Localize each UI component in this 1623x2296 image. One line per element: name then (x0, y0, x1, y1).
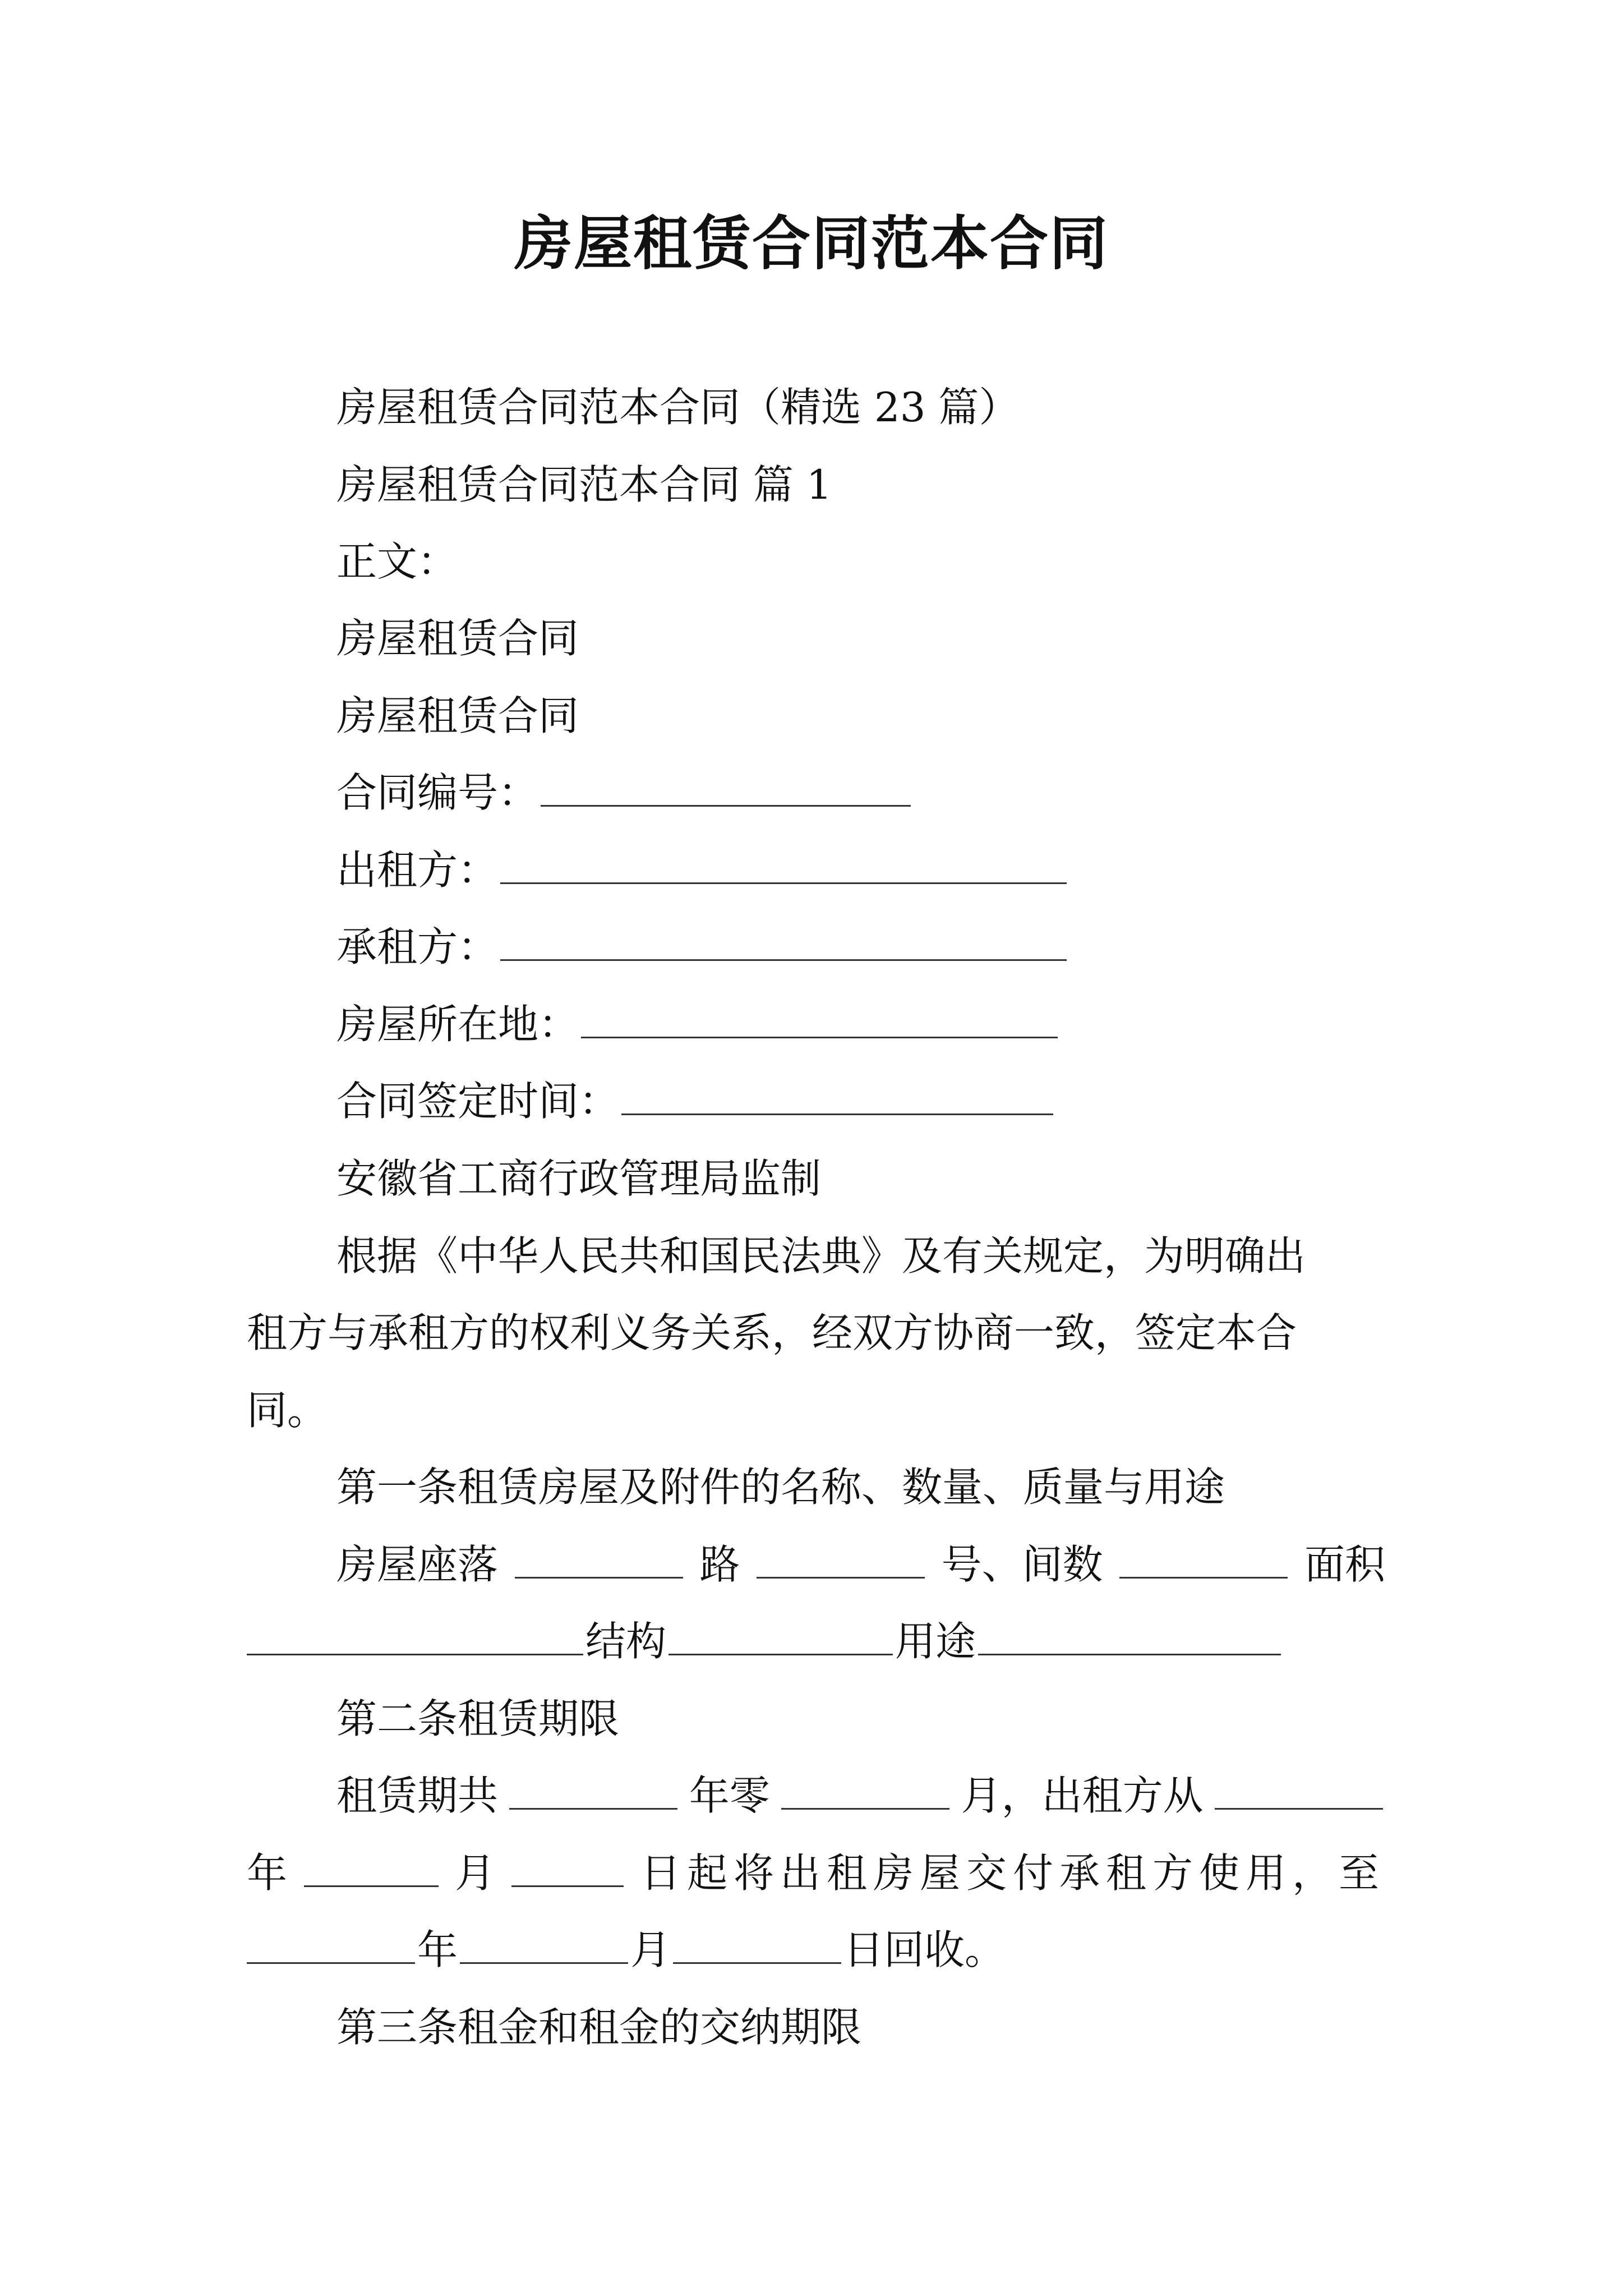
sign-time-blank (621, 1081, 1053, 1115)
house-seat-label: 房屋座落 (336, 1541, 499, 1588)
term-months-blank (781, 1775, 949, 1810)
end-day-blank (673, 1930, 841, 1964)
end-year-blank (247, 1930, 415, 1964)
road-blank (757, 1544, 925, 1579)
rooms-blank (1119, 1544, 1288, 1579)
month-lessor-from-label: 月，出租方从 (961, 1772, 1204, 1819)
usage-label: 用途 (895, 1618, 976, 1665)
recover-label: 日回收。 (843, 1926, 1006, 1973)
number-rooms-label: 号、间数 (941, 1541, 1103, 1588)
article1-line-1 (336, 1541, 1385, 1588)
contract-no-row (336, 769, 913, 816)
area-label: 面积 (1304, 1541, 1385, 1588)
article1-heading: 第一条租赁房屋及附件的名称、数量、质量与用途 (336, 1464, 1225, 1511)
term-label: 租赁期共 (336, 1772, 499, 1819)
sign-time-row (336, 1078, 1055, 1125)
document-title: 房屋租赁合同范本合同 (514, 209, 1109, 278)
sign-time-label: 合同签定时间： (336, 1078, 620, 1125)
section-heading: 房屋租赁合同范本合同 篇 1 (336, 461, 832, 508)
month-label: 月 (454, 1849, 495, 1897)
lessee-row (336, 923, 1069, 970)
document-subtitle: 房屋租赁合同范本合同（精选 23 篇） (336, 384, 1020, 431)
contract-no-label: 合同编号： (336, 769, 539, 816)
lessee-label: 承租方： (336, 923, 499, 970)
end-month-blank (460, 1930, 628, 1964)
contract-name-2: 房屋租赁合同 (336, 692, 579, 739)
article3-heading: 第三条租金和租金的交纳期限 (336, 2004, 862, 2051)
location-label: 房屋所在地： (336, 1001, 579, 1048)
location-blank (581, 1004, 1058, 1038)
contract-name-1: 房屋租赁合同 (336, 615, 579, 662)
start-day-blank (511, 1853, 624, 1887)
lessor-row (336, 846, 1069, 894)
usage-blank (978, 1621, 1281, 1655)
lessor-label: 出租方： (336, 846, 499, 894)
contract-no-blank (541, 772, 911, 807)
structure-blank (668, 1621, 893, 1655)
year-label: 年 (247, 1849, 288, 1897)
road-label: 路 (699, 1541, 740, 1588)
intro-line-2: 租方与承租方的权利义务关系，经双方协商一致，签定本合 (247, 1309, 1297, 1356)
article1-line-2 (247, 1618, 1283, 1665)
area-blank (247, 1621, 583, 1655)
structure-label: 结构 (585, 1618, 667, 1665)
year-zero-label: 年零 (689, 1772, 770, 1819)
month2-label: 月 (630, 1926, 671, 1973)
start-year-blank (1215, 1775, 1383, 1810)
deliver-label: 日起将出租房屋交付承租方使用，至 (640, 1849, 1385, 1897)
term-years-blank (509, 1775, 677, 1810)
article2-heading: 第二条租赁期限 (336, 1695, 620, 1742)
article2-line-2 (247, 1849, 1385, 1897)
article2-line-3 (247, 1926, 1006, 1973)
location-row (336, 1001, 1060, 1048)
lessee-blank (500, 927, 1067, 961)
year2-label: 年 (417, 1926, 458, 1973)
article2-line-1 (336, 1772, 1385, 1819)
house-seat-blank (515, 1544, 683, 1579)
intro-line-3: 同。 (247, 1387, 328, 1434)
start-month-blank (304, 1853, 439, 1887)
body-label: 正文： (336, 538, 458, 585)
supervisor-line: 安徽省工商行政管理局监制 (336, 1155, 822, 1202)
lessor-blank (500, 850, 1067, 884)
intro-line-1: 根据《中华人民共和国民法典》及有关规定，为明确出 (336, 1232, 1306, 1280)
